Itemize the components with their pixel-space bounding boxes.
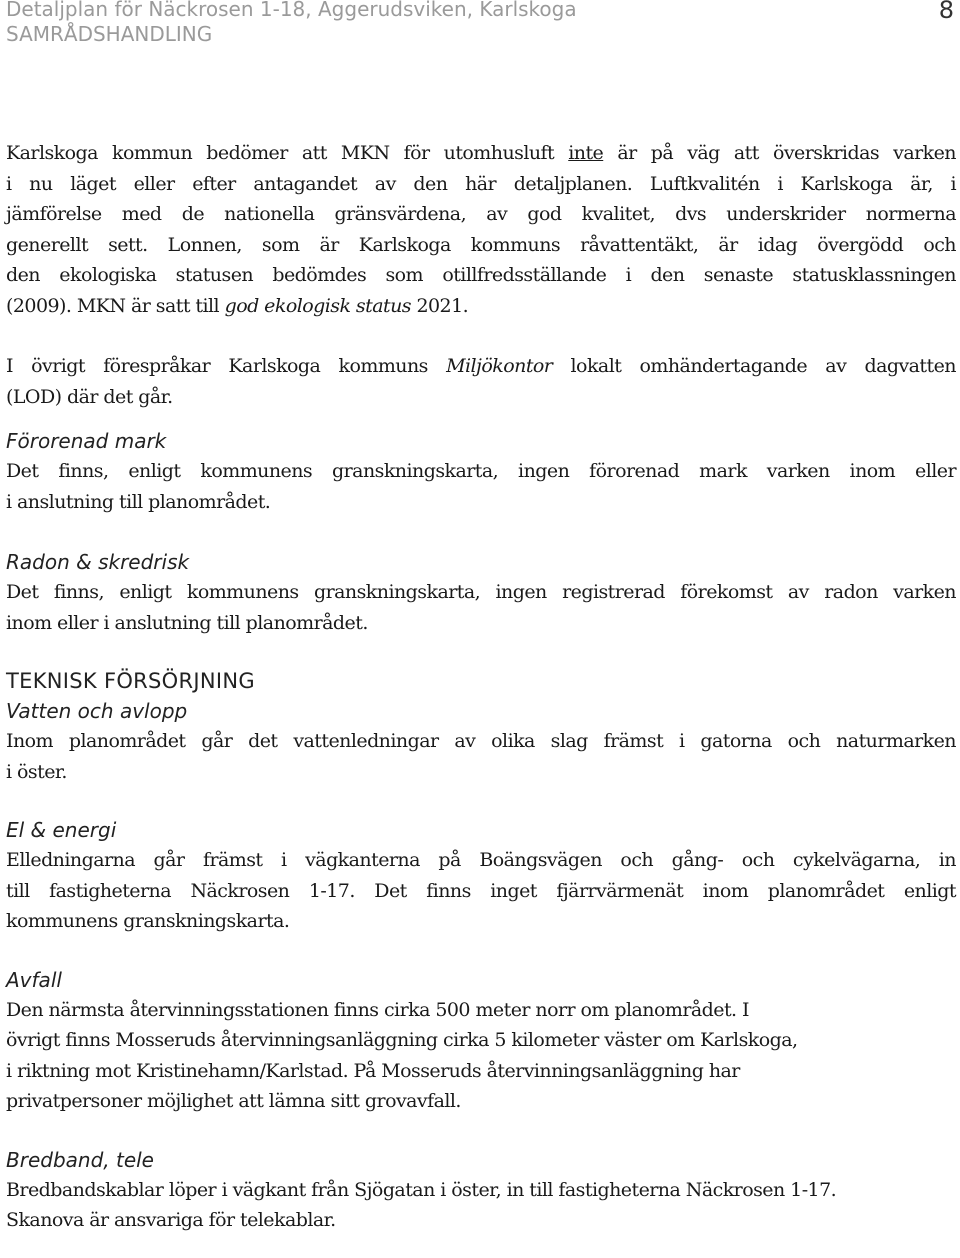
section-heading-teknisk-forsorjning: TEKNISK FÖRSÖRJNING xyxy=(6,669,255,693)
text-line: inom eller i anslutning till planområdet. xyxy=(6,611,368,634)
text-line: till fastigheterna Näckrosen 1-17. Det finns inget fjärrvärmenät inom planområdet enligt xyxy=(6,879,956,902)
text-line: den ekologiska statusen bedömdes som otillfredsställande i den senaste statusklassningen xyxy=(6,264,956,286)
document-title: Detaljplan för Näckrosen 1-18, Aggerudsviken, Karlskoga xyxy=(6,0,577,21)
intro-paragraph xyxy=(6,138,956,321)
document-body xyxy=(6,138,956,1236)
text-line: Skanova är ansvariga för telekablar. xyxy=(6,1209,336,1231)
text-line xyxy=(6,138,956,169)
text-line: Bredbandskablar löper i vägkant från Sjögatan i öster, in till fastigheterna Näckrosen 1-17. xyxy=(6,1178,837,1201)
italic-text: Miljökontor xyxy=(446,355,553,377)
italic-text: god ekologisk status xyxy=(224,294,411,317)
text-line: i nu läget eller efter antagandet av den här detaljplanen. Luftkvalitén i Karlskoga är, i xyxy=(6,172,956,195)
text-line xyxy=(6,351,956,382)
lod-paragraph xyxy=(6,351,956,412)
text-line: i riktning mot Kristinehamn/Karlstad. På Mosseruds återvinningsanläggning har xyxy=(6,1059,740,1082)
text-line: i öster. xyxy=(6,760,67,783)
underlined-text: inte xyxy=(568,142,604,164)
section-heading-avfall: Avfall xyxy=(6,967,62,992)
text-line: Inom planområdet går det vattenledningar av olika slag främst i gatorna och naturmarken xyxy=(6,730,956,752)
text-span: (2009). MKN är satt till xyxy=(6,294,225,317)
text-span: I övrigt förespråkar Karlskoga kommuns xyxy=(6,355,447,377)
text-span: är på väg att överskridas varken xyxy=(603,142,956,164)
page-number: 8 xyxy=(938,0,954,24)
text-line: kommunens granskningskarta. xyxy=(6,910,290,932)
section-heading-el-energi: El & energi xyxy=(6,818,117,842)
document-status: SAMRÅDSHANDLING xyxy=(6,22,213,46)
text-line: Elledningarna går främst i vägkanterna på Boängsvägen och gång- och cykelvägarna, in xyxy=(6,849,956,871)
text-line: Den närmsta återvinningsstationen finns cirka 500 meter norr om planområdet. I xyxy=(6,998,749,1021)
text-line: privatpersoner möjlighet att lämna sitt grovavfall. xyxy=(6,1090,461,1112)
text-line: i anslutning till planområdet. xyxy=(6,490,271,513)
section-heading-radon: Radon & skredrisk xyxy=(6,550,190,574)
text-line: generellt sett. Lonnen, som är Karlskoga kommuns råvattentäkt, är idag övergödd och xyxy=(6,233,956,256)
text-line: jämförelse med de nationella gränsvärdena, av god kvalitet, dvs underskrider normerna xyxy=(6,203,956,225)
text-span: 2021. xyxy=(410,294,469,317)
page-header xyxy=(6,0,577,47)
section-heading-fororenad-mark: Förorenad mark xyxy=(6,429,167,453)
text-line: (LOD) där det går. xyxy=(6,385,173,408)
text-line xyxy=(6,291,956,322)
text-span: lokalt omhändertagande av dagvatten xyxy=(552,355,956,377)
section-heading-bredband: Bredband, tele xyxy=(6,1147,154,1172)
section-heading-vatten: Vatten och avlopp xyxy=(6,699,188,723)
text-line: Det finns, enligt kommunens granskningskarta, ingen förorenad mark varken inom eller xyxy=(6,460,956,482)
text-line: övrigt finns Mosseruds återvinningsanläggning cirka 5 kilometer väster om Karlskoga, xyxy=(6,1029,798,1051)
text-line: Det finns, enligt kommunens granskningskarta, ingen registrerad förekomst av radon varken xyxy=(6,581,956,603)
text-span: Karlskoga kommun bedömer att MKN för utomhusluft xyxy=(6,142,569,164)
